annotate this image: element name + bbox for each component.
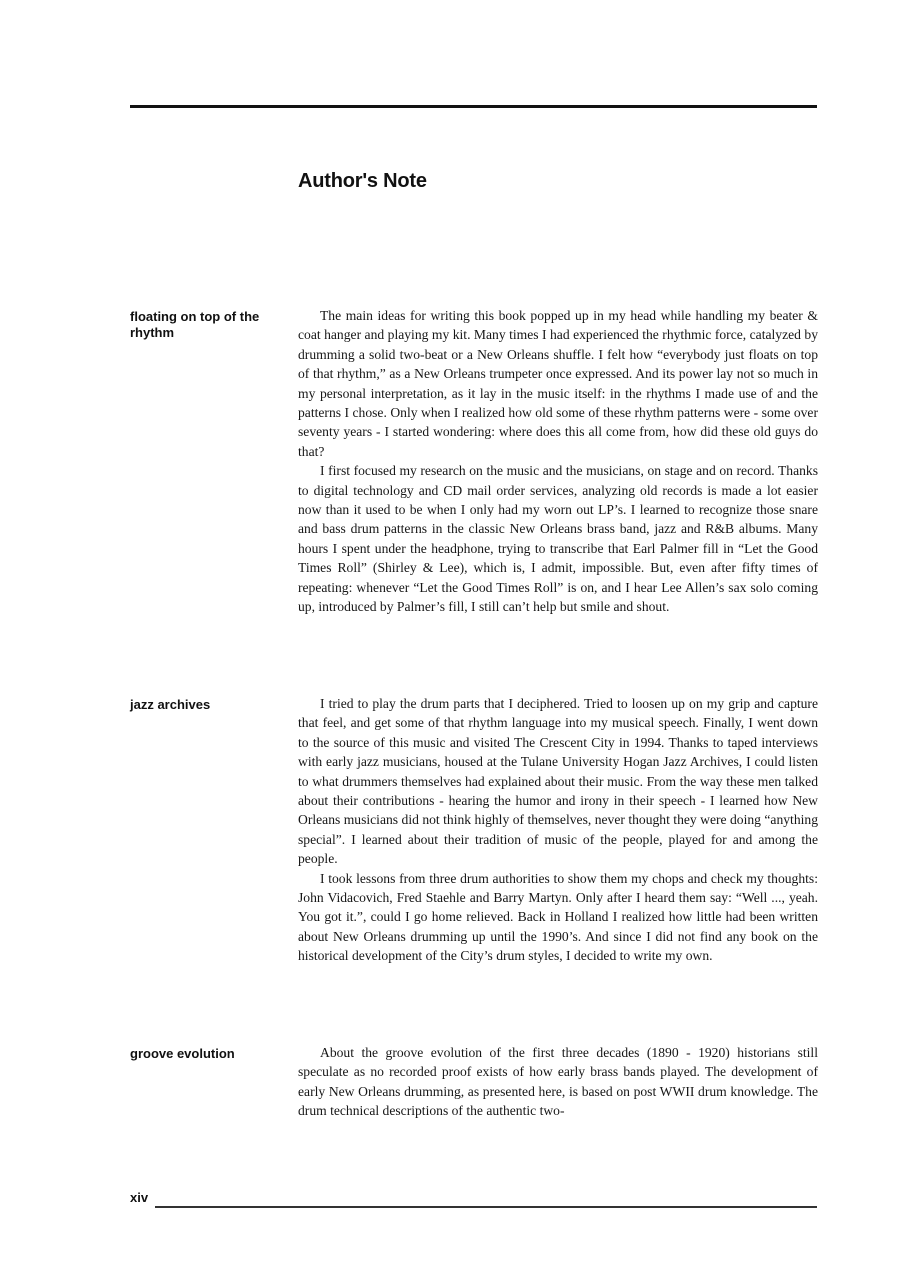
top-rule xyxy=(130,105,817,108)
page-number: xiv xyxy=(130,1190,149,1205)
section-floating-rhythm-text xyxy=(298,306,818,617)
margin-label-groove-evolution: groove evolution xyxy=(130,1046,235,1061)
margin-label-jazz-archives: jazz archives xyxy=(130,697,211,712)
section-jazz-archives-text xyxy=(298,694,818,966)
chapter-title: Author's Note xyxy=(298,170,427,193)
paragraph: I tried to play the drum parts that I deciphered. Tried to loosen up on my grip and capture that feel, and get some of that rhythm language into my musical speech. Finally, I went down to the source of this music and visited The Crescent City in 1994. Thanks to taped interviews with early jazz musicians, housed at the Tulane University Hogan Jazz Archives, I could listen to what drummers themselves had explained about their music. From the way these men talked about their contributions - hearing the humor and irony in their speech - I learned how New Orleans musicians did not think highly of themselves, never thought they were doing “anything special”. I learned about their tradition of music of the people, played for and among the people. xyxy=(298,696,818,867)
paragraph: The main ideas for writing this book popped up in my head while handling my beater & coat hanger and playing my kit. Many times I had experienced the rhythmic force, catalyzed by drumming a solid two-beat or a New Orleans shuffle. I felt how “everybody just floats on top of that rhythm,” as a New Orleans trumpeter once expressed. And its power lay not so much in my personal interpretation, as it lay in the music itself: in the rhythms I made use of and the patterns I chose. Only when I realized how old some of these rhythm patterns were - some over seventy years - I started wondering: where does this all come from, how did these old guys do that? xyxy=(298,308,818,459)
paragraph: About the groove evolution of the first three decades (1890 - 1920) historians still speculate as no recorded proof exists of how early brass bands played. The development of early New Orleans drumming, as presented here, is based on post WWII drum knowledge. The drum technical descriptions of the authentic two- xyxy=(298,1045,818,1119)
margin-label-floating-rhythm: floating on top of the rhythm xyxy=(130,309,260,340)
section-groove-evolution-text xyxy=(298,1043,818,1121)
paragraph: I took lessons from three drum authorities to show them my chops and check my thoughts: John Vidacovich, Fred Staehle and Barry Martyn. Only after I heard them say: “Well ..., yeah. You got it.”, could I go home relieved. Back in Holland I realized how little had been written about New Orleans drumming up until the 1990’s. And since I did not find any book on the historical development of the City’s drum styles, I decided to write my own. xyxy=(298,870,818,964)
bottom-rule xyxy=(155,1206,817,1208)
paragraph: I first focused my research on the music and the musicians, on stage and on record. Thanks to digital technology and CD mail order services, analyzing old records is made a lot easier now than it used to be when I only had my worn out LP’s. I learned to recognize those snare and bass drum patterns in the classic New Orleans brass band, jazz and R&B albums. Many hours I spent under the headphone, trying to transcribe that Earl Palmer fill in “Let the Good Times Roll” (Shirley & Lee), which is, I admit, impossible. But, even after fifty times of repeating: whenever “Let the Good Times Roll” is on, and I hear Lee Allen’s sax solo coming up, introduced by Palmer’s fill, I still can’t help but smile and shout. xyxy=(298,463,818,615)
